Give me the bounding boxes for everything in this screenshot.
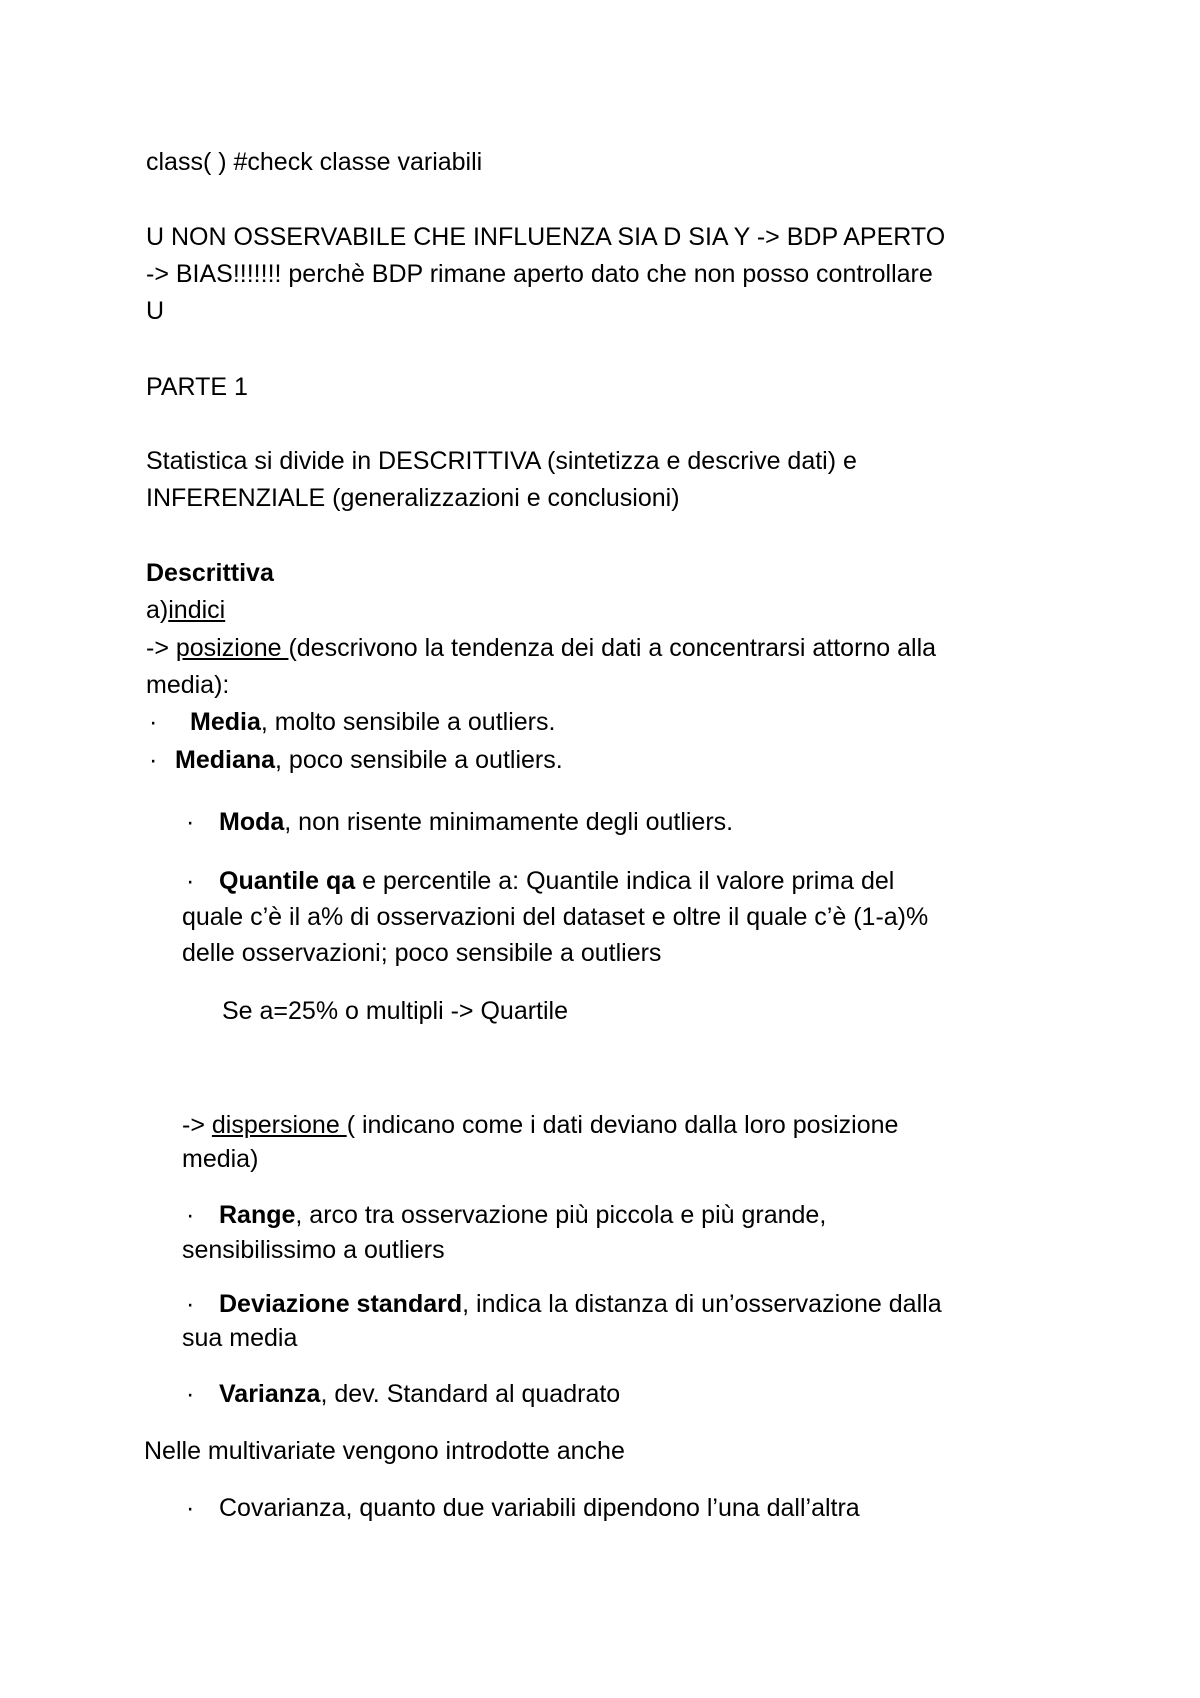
- dispersione-line-1: [182, 1107, 898, 1144]
- posizione-prefix: ->: [146, 634, 176, 662]
- mediana-item: [175, 742, 563, 779]
- indici-prefix: a): [146, 596, 169, 624]
- u-paragraph-line-2: -> BIAS!!!!!!! perchè BDP rimane aperto dato che non posso controllare: [146, 260, 933, 288]
- u-paragraph-line-3: U: [146, 297, 165, 325]
- quartile-line: Se a=25% o multipli -> Quartile: [222, 997, 569, 1025]
- bullet-mediana: ·: [149, 746, 158, 774]
- media-text: , molto sensibile a outliers.: [260, 708, 556, 736]
- media-term: Media: [190, 708, 261, 736]
- range-text-1: , arco tra osservazione più piccola e più grande,: [295, 1201, 827, 1229]
- posizione-line-2: media):: [146, 671, 230, 699]
- moda-item: [219, 804, 733, 841]
- mediana-term: Mediana: [175, 746, 276, 774]
- covarianza-item: Covarianza, quanto due variabili dipendono l’una dall’altra: [219, 1494, 860, 1522]
- posizione-desc: (descrivono la tendenza dei dati a concentrarsi attorno alla: [288, 634, 937, 662]
- bullet-range: ·: [186, 1201, 195, 1229]
- devstd-text-1: , indica la distanza di un’osservazione dalla: [462, 1290, 942, 1318]
- dispersione-label: dispersione: [211, 1111, 347, 1139]
- indici-label: indici: [168, 596, 226, 624]
- posizione-line-1: [146, 630, 936, 667]
- class-line: class( ) #check classe variabili: [146, 148, 483, 176]
- quantile-term: Quantile qa: [219, 867, 356, 895]
- moda-text: , non risente minimamente degli outliers.: [284, 808, 734, 836]
- posizione-label: posizione: [175, 634, 289, 662]
- bullet-quantile: ·: [186, 867, 195, 895]
- bullet-media: ·: [149, 708, 158, 736]
- dispersione-line-2: media): [182, 1145, 259, 1173]
- varianza-term: Varianza: [219, 1380, 321, 1408]
- media-item: [190, 704, 555, 741]
- section-title: PARTE 1: [146, 373, 248, 401]
- devstd-term: Deviazione standard: [219, 1290, 463, 1318]
- statistica-line-1: Statistica si divide in DESCRITTIVA (sintetizza e descrive dati) e: [146, 447, 857, 475]
- range-term: Range: [219, 1201, 296, 1229]
- bullet-moda: ·: [186, 808, 195, 836]
- quantile-item-line-3: delle osservazioni; poco sensibile a outliers: [182, 939, 662, 967]
- bullet-covarianza: ·: [186, 1494, 195, 1522]
- devstd-item-line-1: [219, 1286, 942, 1323]
- dispersione-desc: ( indicano come i dati deviano dalla loro posizione: [346, 1111, 899, 1139]
- moda-term: Moda: [219, 808, 285, 836]
- indici-line: [146, 592, 225, 629]
- quantile-item-line-2: quale c’è il a% di osservazioni del dataset e oltre il quale c’è (1-a)%: [182, 903, 929, 931]
- dispersione-prefix: ->: [182, 1111, 212, 1139]
- devstd-item-line-2: sua media: [182, 1324, 298, 1352]
- multivariate-line: Nelle multivariate vengono introdotte anche: [144, 1437, 625, 1465]
- varianza-text: , dev. Standard al quadrato: [320, 1380, 621, 1408]
- bullet-varianza: ·: [186, 1380, 195, 1408]
- statistica-line-2: INFERENZIALE (generalizzazioni e conclusioni): [146, 484, 680, 512]
- varianza-item: [219, 1376, 620, 1413]
- bullet-devstd: ·: [186, 1290, 195, 1318]
- descrittiva-heading: Descrittiva: [146, 559, 274, 587]
- range-item-line-1: [219, 1197, 826, 1234]
- u-paragraph-line-1: U NON OSSERVABILE CHE INFLUENZA SIA D SIA Y -> BDP APERTO: [146, 223, 946, 251]
- mediana-text: , poco sensibile a outliers.: [275, 746, 563, 774]
- quantile-text-1: e percentile a: Quantile indica il valore prima del: [355, 867, 895, 895]
- quantile-item-line-1: [219, 863, 894, 900]
- range-item-line-2: sensibilissimo a outliers: [182, 1236, 445, 1264]
